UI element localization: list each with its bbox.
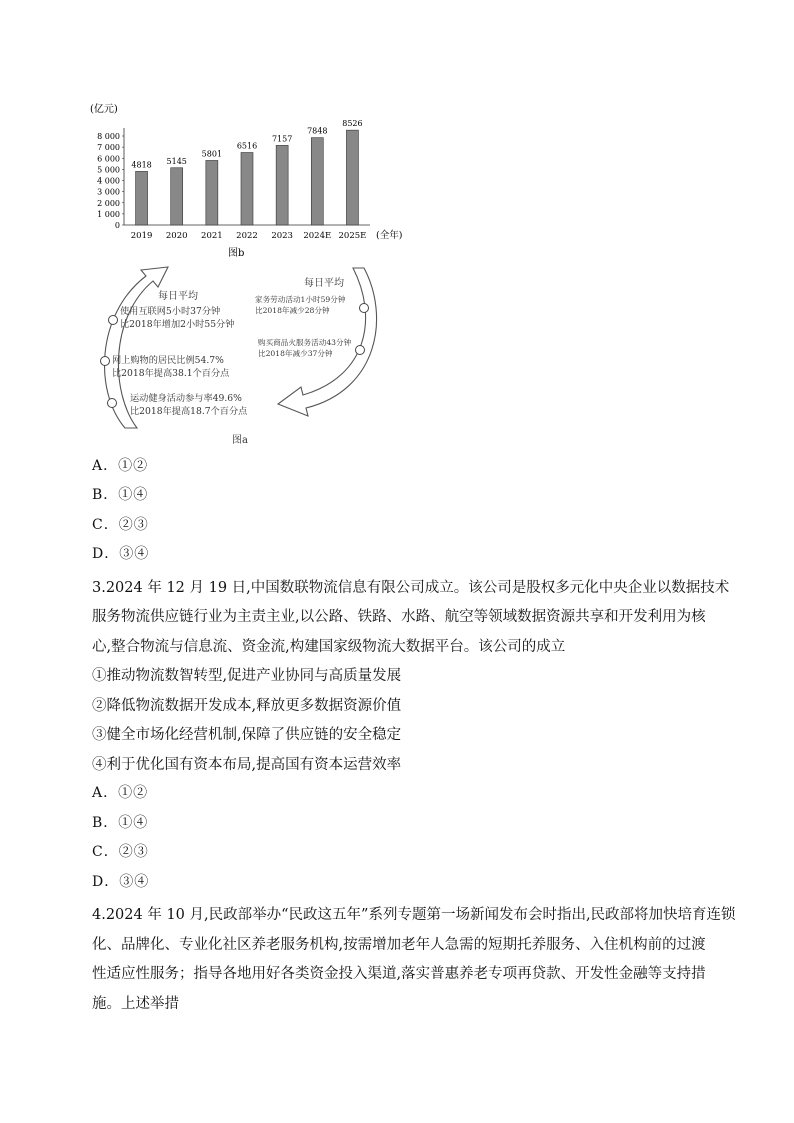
y-tick-label: 4 000 xyxy=(97,176,120,186)
y-tick-label: 5 000 xyxy=(97,165,120,175)
bar-2021 xyxy=(206,160,218,225)
bar-chart xyxy=(88,98,418,263)
q3-statement-4: ④利于优化国有资本布局,提高国有资本运营效率 xyxy=(92,757,402,773)
right-item-1-line-1: 家务劳动活动1小时59分钟 xyxy=(255,295,346,304)
bar-2020 xyxy=(171,168,183,225)
cycle-diagram xyxy=(88,262,418,447)
x-tick-label: 2022 xyxy=(236,231,258,241)
left-item-3-line-2: 比2018年提高18.7个百分点 xyxy=(130,406,248,417)
left-item-3-line-1: 运动健身活动参与率49.6% xyxy=(130,393,242,404)
bar-value-label: 7848 xyxy=(307,126,328,136)
left-item-1-line-2: 比2018年增加2小时55分钟 xyxy=(120,319,235,330)
q3-statement-3: ③健全市场化经营机制,保障了供应链的安全稳定 xyxy=(92,727,402,743)
q3-option-c: C．②③ xyxy=(92,844,149,860)
right-marker-2 xyxy=(356,346,365,355)
bar-2022 xyxy=(241,153,253,225)
left-item-1-line-1: 使用互联网5小时37分钟 xyxy=(120,306,221,317)
x-tick-label: 2025E xyxy=(338,231,367,241)
q4-stem-line-3: 性适应性服务；指导各地用好各类资金投入渠道,落实普惠养老专项再贷款、开发性金融等支持措 xyxy=(92,966,706,982)
bar-2025E xyxy=(346,130,358,225)
left-item-2-line-1: 网上购物的居民比例54.7% xyxy=(112,355,224,366)
y-tick-label: 3 000 xyxy=(97,187,120,197)
left-item-2-line-2: 比2018年提高38.1个百分点 xyxy=(112,368,230,379)
y-tick-label: 0 xyxy=(114,221,120,230)
right-heading: 每日平均 xyxy=(304,278,344,289)
left-marker-1 xyxy=(109,316,118,325)
y-tick-label: 2 000 xyxy=(97,198,120,208)
x-tick-label: 2021 xyxy=(201,231,223,241)
bar-value-label: 8526 xyxy=(342,119,363,129)
bar-value-label: 6516 xyxy=(236,141,258,151)
y-tick-label: 7 000 xyxy=(97,143,120,153)
bar-value-label: 4818 xyxy=(131,160,152,170)
right-item-2-line-1: 购买商品火服务活动43分钟 xyxy=(258,338,352,347)
x-tick-label: 2023 xyxy=(271,231,293,241)
bar-value-label: 5801 xyxy=(201,149,223,159)
figure-a xyxy=(88,262,418,447)
y-tick-label: 1 000 xyxy=(97,209,120,219)
left-heading: 每日平均 xyxy=(158,291,198,302)
bar-value-label: 7157 xyxy=(271,134,293,144)
q3-option-d: D．③④ xyxy=(92,874,150,890)
q2-option-d: D．③④ xyxy=(92,546,150,562)
x-tick-label: 2020 xyxy=(165,231,188,241)
bar-2024E xyxy=(311,138,323,225)
right-item-2-line-2: 比2018年减少37分钟 xyxy=(258,349,333,358)
figure-a-caption: 图a xyxy=(232,435,248,446)
right-marker-1 xyxy=(360,304,369,313)
q3-stem-line-2: 服务物流供应链行业为主责主业,以公路、铁路、水路、航空等领域数据资源共享和开发利用为核 xyxy=(92,609,706,625)
bar-2023 xyxy=(276,145,288,225)
left-marker-2 xyxy=(101,357,110,366)
q3-stem-line-3: 心,整合物流与信息流、资金流,构建国家级物流大数据平台。该公司的成立 xyxy=(92,639,566,655)
q3-option-a: A．①② xyxy=(92,785,149,801)
right-item-1-line-2: 比2018年减少28分钟 xyxy=(255,306,330,315)
x-tick-label: 2019 xyxy=(130,231,153,241)
q2-option-a: A．①② xyxy=(92,458,149,474)
figure-b-caption: 图b xyxy=(228,248,245,259)
left-marker-3 xyxy=(108,399,117,408)
y-unit-label: (亿元) xyxy=(90,104,118,115)
bar-value-label: 5145 xyxy=(166,156,187,166)
y-tick-label: 6 000 xyxy=(97,154,120,164)
q3-option-b: B．①④ xyxy=(92,815,149,831)
q2-option-c: C．②③ xyxy=(92,517,149,533)
q4-stem-line-2: 化、品牌化、专业化社区养老服务机构,按需增加老年人急需的短期托养服务、入住机构前的过渡 xyxy=(92,937,706,953)
x-unit-label: (全年) xyxy=(376,230,403,241)
y-tick-label: 8 000 xyxy=(97,132,120,141)
q4-stem-line-4: 施。上述举措 xyxy=(92,996,179,1012)
q3-statement-2: ②降低物流数据开发成本,释放更多数据资源价值 xyxy=(92,698,402,714)
q2-option-b: B．①④ xyxy=(92,487,149,503)
bar-2019 xyxy=(136,171,148,225)
x-tick-label: 2024E xyxy=(303,231,332,241)
q3-statement-1: ①推动物流数智转型,促进产业协同与高质量发展 xyxy=(92,668,402,684)
q4-stem-line-1: 4.2024 年 10 月,民政部举办“民政这五年”系列专题第一场新闻发布会时指出,民政部将加快培育连锁 xyxy=(92,907,736,923)
q3-stem-line-1: 3.2024 年 12 月 19 日,中国数联物流信息有限公司成立。该公司是股权多元化中央企业以数据技术 xyxy=(92,580,730,596)
figure-b xyxy=(88,98,418,263)
